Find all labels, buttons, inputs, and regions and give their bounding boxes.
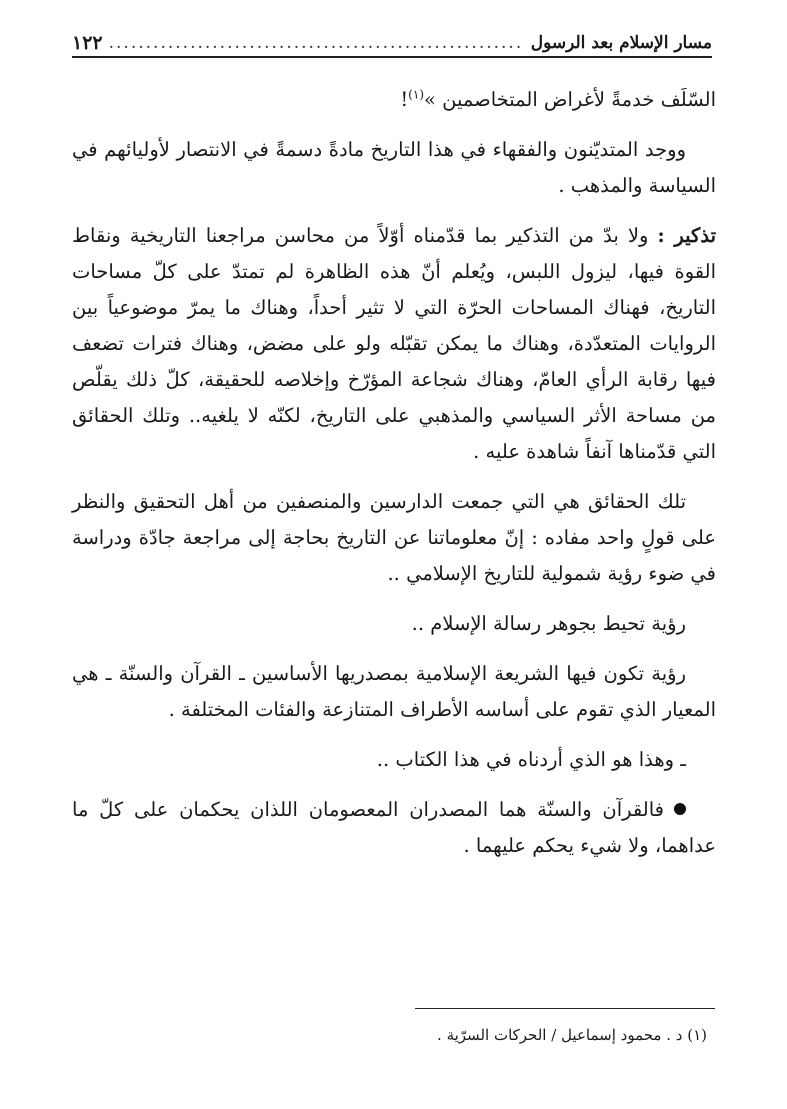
dot-leader [109,33,525,53]
paragraph-3-text: ولا بدّ من التذكير بما قدّمناه أوّلاً من محاسن مراجعنا التاريخية ونقاط القوة فيها، ليزول اللبس، ويُعلم أنّ هذه الظاهرة لم تمتدّ على كلّ مساحات التاريخ، فهناك المساحات الحرّة التي لا تثير أحداً، وهناك ما يمرّ موضوعياً بين الروايات المتعدّدة، وهناك ما يمكن تقبّله ولو على مضض، وهناك فترات تضعف فيها رقابة الرأي العامّ، وهناك شجاعة المؤرّخ وإخلاصه للحقيقة، كلّ ذلك يقلّص من مساحة الأثر السياسي والمذهبي على التاريخ، لكنّه لا يلغيه.. وتلك الحقائق التي قدّمناها آنفاً شاهدة عليه . [72,224,716,463]
paragraph-8-text: فالقرآن والسنّة هما المصدران المعصومان اللذان يحكمان على كلّ ما عداهما، ولا شيء يحكم عليهما . [72,798,716,857]
footnote-divider [415,1008,715,1009]
body-text [72,82,716,878]
paragraph-4: تلك الحقائق هي التي جمعت الدارسين والمنصفين من أهل التحقيق والنظر على قولٍ واحد مفاده : إنّ معلوماتنا عن التاريخ بحاجة إلى مراجعة جادّة ودراسة في ضوء رؤية شمولية للتاريخ الإسلامي .. [72,490,716,585]
footnote-marker: (١) [408,87,424,102]
reminder-label: تذكير : [657,224,716,247]
paragraph-5: رؤية تحيط بجوهر رسالة الإسلام .. [411,612,686,635]
paragraph-8 [72,792,716,864]
paragraph-7: ـ وهذا هو الذي أردناه في هذا الكتاب .. [376,748,686,771]
paragraph-6: رؤية تكون فيها الشريعة الإسلامية بمصدريها الأساسين ـ القرآن والسنّة ـ هي المعيار الذي تقوم على أساسه الأطراف المتنازعة والفئات المختلفة . [72,662,716,721]
footnote: (١) د . محمود إسماعيل / الحركات السرّية . [437,1026,707,1044]
paragraph-1-text: السّلَف خدمةً لأغراض المتخاصمين » [424,88,716,111]
bullet-icon [674,803,686,815]
paragraph-1-trail: ! [400,88,409,111]
running-header [72,30,712,58]
paragraph-3 [72,218,716,470]
paragraph-2: ووجد المتديّنون والفقهاء في هذا التاريخ مادةً دسمةً في الانتصار لأوليائهم في السياسة والمذهب . [72,138,716,197]
page-number: ١٢٢ [72,32,103,54]
paragraph-1 [72,82,716,118]
running-title: مسار الإسلام بعد الرسول [530,33,712,53]
